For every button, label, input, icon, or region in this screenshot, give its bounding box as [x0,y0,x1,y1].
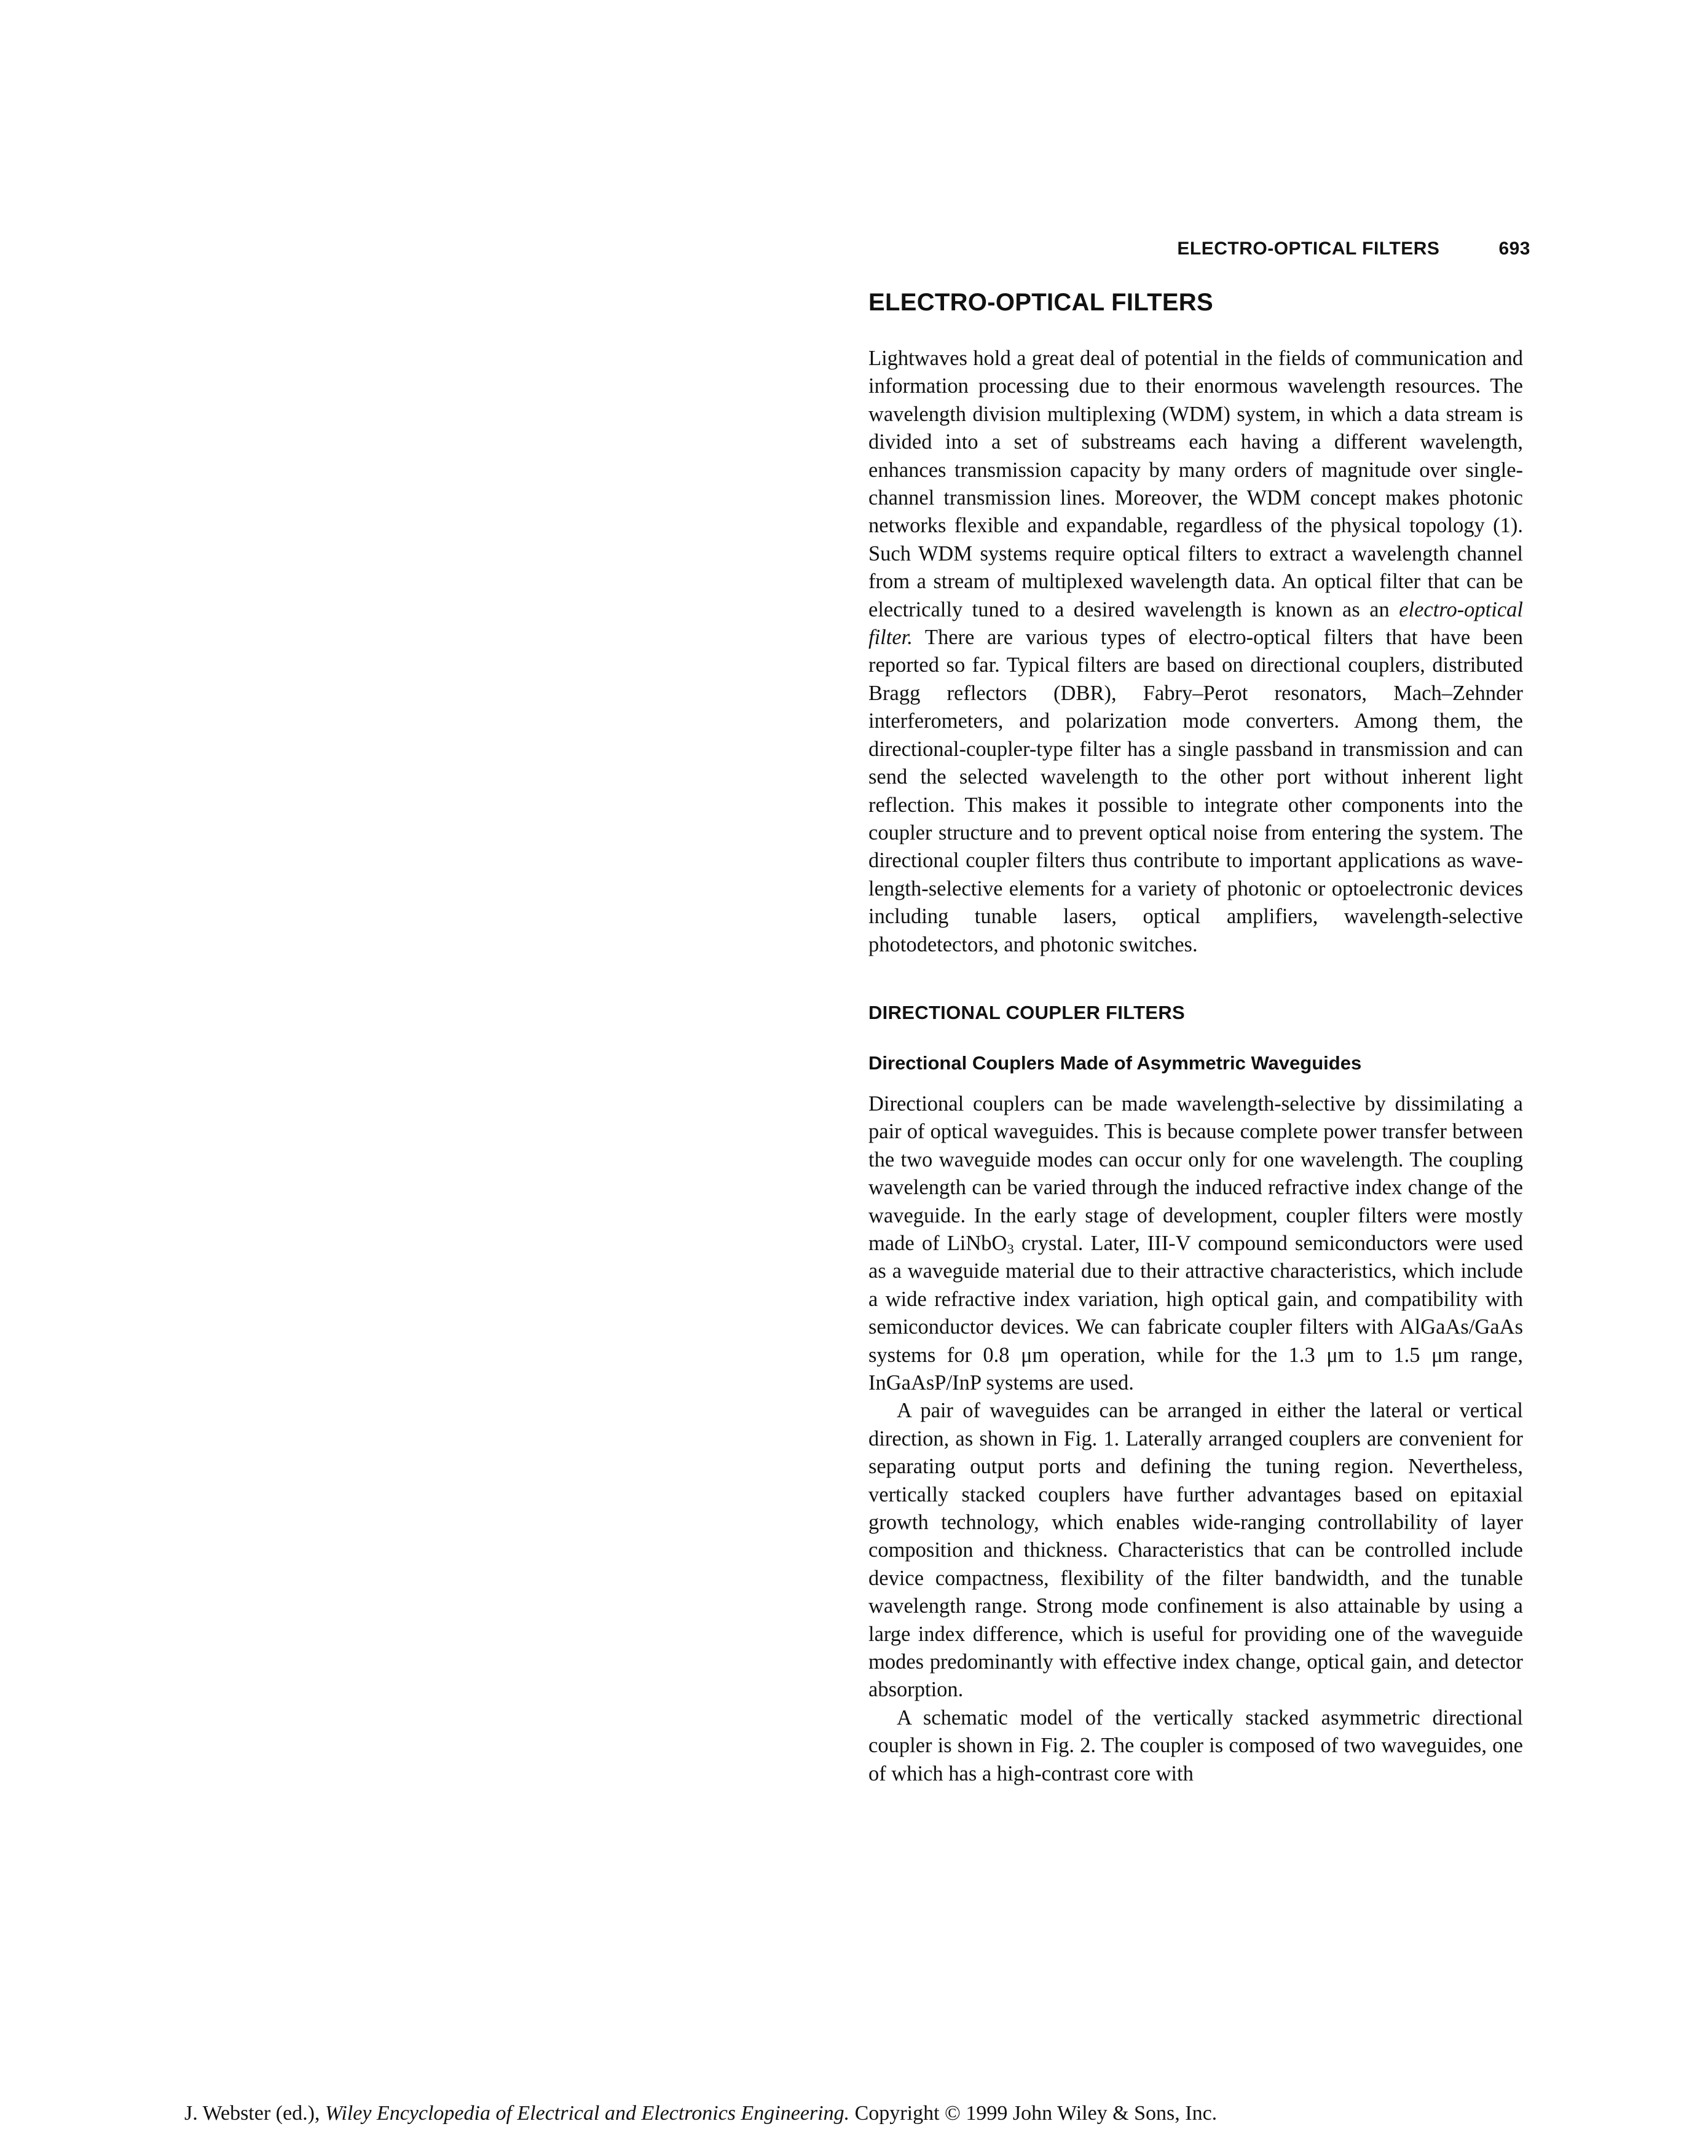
running-head-title: ELECTRO-OPTICAL FILTERS [1177,238,1440,259]
article-title: ELECTRO-OPTICAL FILTERS [868,289,1213,316]
intro-text-2: There are various types of electro-optical filters that have been reported so far. Typical filters are based on directional couplers, distributed Bragg reflectors (DBR), Fabry–Perot resonators, Mach–Zehnder interferometers, and polarization mode converters. Among them, the directional-coupler-type filter has a single passband in transmission and can send the selected wavelength to the other port without inherent light reflection. This makes it possible to integrate other components into the coupler structure and to prevent optical noise from entering the system. The directional coupler filters thus contribute to important applications as wavelength-selective elements for a variety of photonic or optoelectronic devices including tunable lasers, optical amplifiers, wavelength-selective photodetectors, and photonic switches. [868,626,1523,956]
paragraph-couplers [868,1090,1523,1397]
paragraph-schematic: A schematic model of the vertically stacked asymmetric directional coupler is shown in Fig. 2. The coupler is composed of two waveguides, one of which has a high-contrast core with [868,1706,1523,1785]
intro-text-1: Lightwaves hold a great deal of potential in the fields of communication and information processing due to their enormous wavelength resources. The wavelength division multiplexing (WDM) system, in which a data stream is divided into a set of substreams each having a different wavelength, enhances transmission capacity by many orders of magnitude over single-channel transmission lines. Moreover, the WDM concept makes photonic networks flexible and expandable, regardless of the physical topology (1). Such WDM systems require optical filters to extract a wavelength channel from a stream of multiplexed wavelength data. An optical filter that can be electrically tuned to a desired wavelength is known as an [868,347,1523,621]
subsection-heading: Directional Couplers Made of Asymmetric Waveguides [868,1052,1362,1074]
paragraph-couplers-text-2: crystal. Later, III-V compound semiconductors were used as a waveguide material due to their attractive characteristics, which include a wide refractive index variation, high optical gain, and compatibility with semiconductor devices. We can fabricate coupler filters with AlGaAs/GaAs systems for 0.8 μm operation, while for the 1.3 μm to 1.5 μm range, InGaAsP/InP systems are used. [868,1231,1523,1395]
page-number: 693 [1498,238,1530,259]
paragraph-couplers-text-1: Directional couplers can be made wavelength-selective by dissimilating a pair of optical waveguides. This is because complete power transfer between the two waveguide modes can occur only for one wavelength. The coupling wavelength can be varied through the induced refractive index change of the waveguide. In the early stage of development, coupler filters were mostly made of LiNbO [868,1092,1523,1255]
article-column [868,289,1523,1788]
subscript-3: 3 [1007,1241,1014,1257]
copyright-footer [184,2102,1217,2125]
paragraph-arrangement: A pair of waveguides can be arranged in either the lateral or vertical direction, as shown in Fig. 1. Laterally arranged couplers are convenient for separating output ports and defining the tuning region. Nevertheless, vertically stacked couplers have further advantages based on epitaxial growth technology, which enables wide-ranging controllability of layer composition and thickness. Characteristics that can be controlled include device compactness, flexibility of the filter bandwidth, and the tunable wavelength range. Strong mode confinement is also attainable by using a large index difference, which is useful for providing one of the waveguide modes predominantly with effective index change, optical gain, and detector absorption. [868,1399,1523,1702]
intro-paragraph [868,345,1523,959]
footer-publication-title: Wiley Encyclopedia of Electrical and Electronics Engineering. [325,2102,850,2125]
footer-copyright: Copyright © 1999 John Wiley & Sons, Inc. [849,2102,1218,2125]
section-heading: DIRECTIONAL COUPLER FILTERS [868,1001,1186,1023]
running-head [867,238,1530,259]
footer-prefix: J. Webster (ed.), [184,2102,325,2125]
intro-italic-term: electro-optical filter. [868,597,1523,650]
